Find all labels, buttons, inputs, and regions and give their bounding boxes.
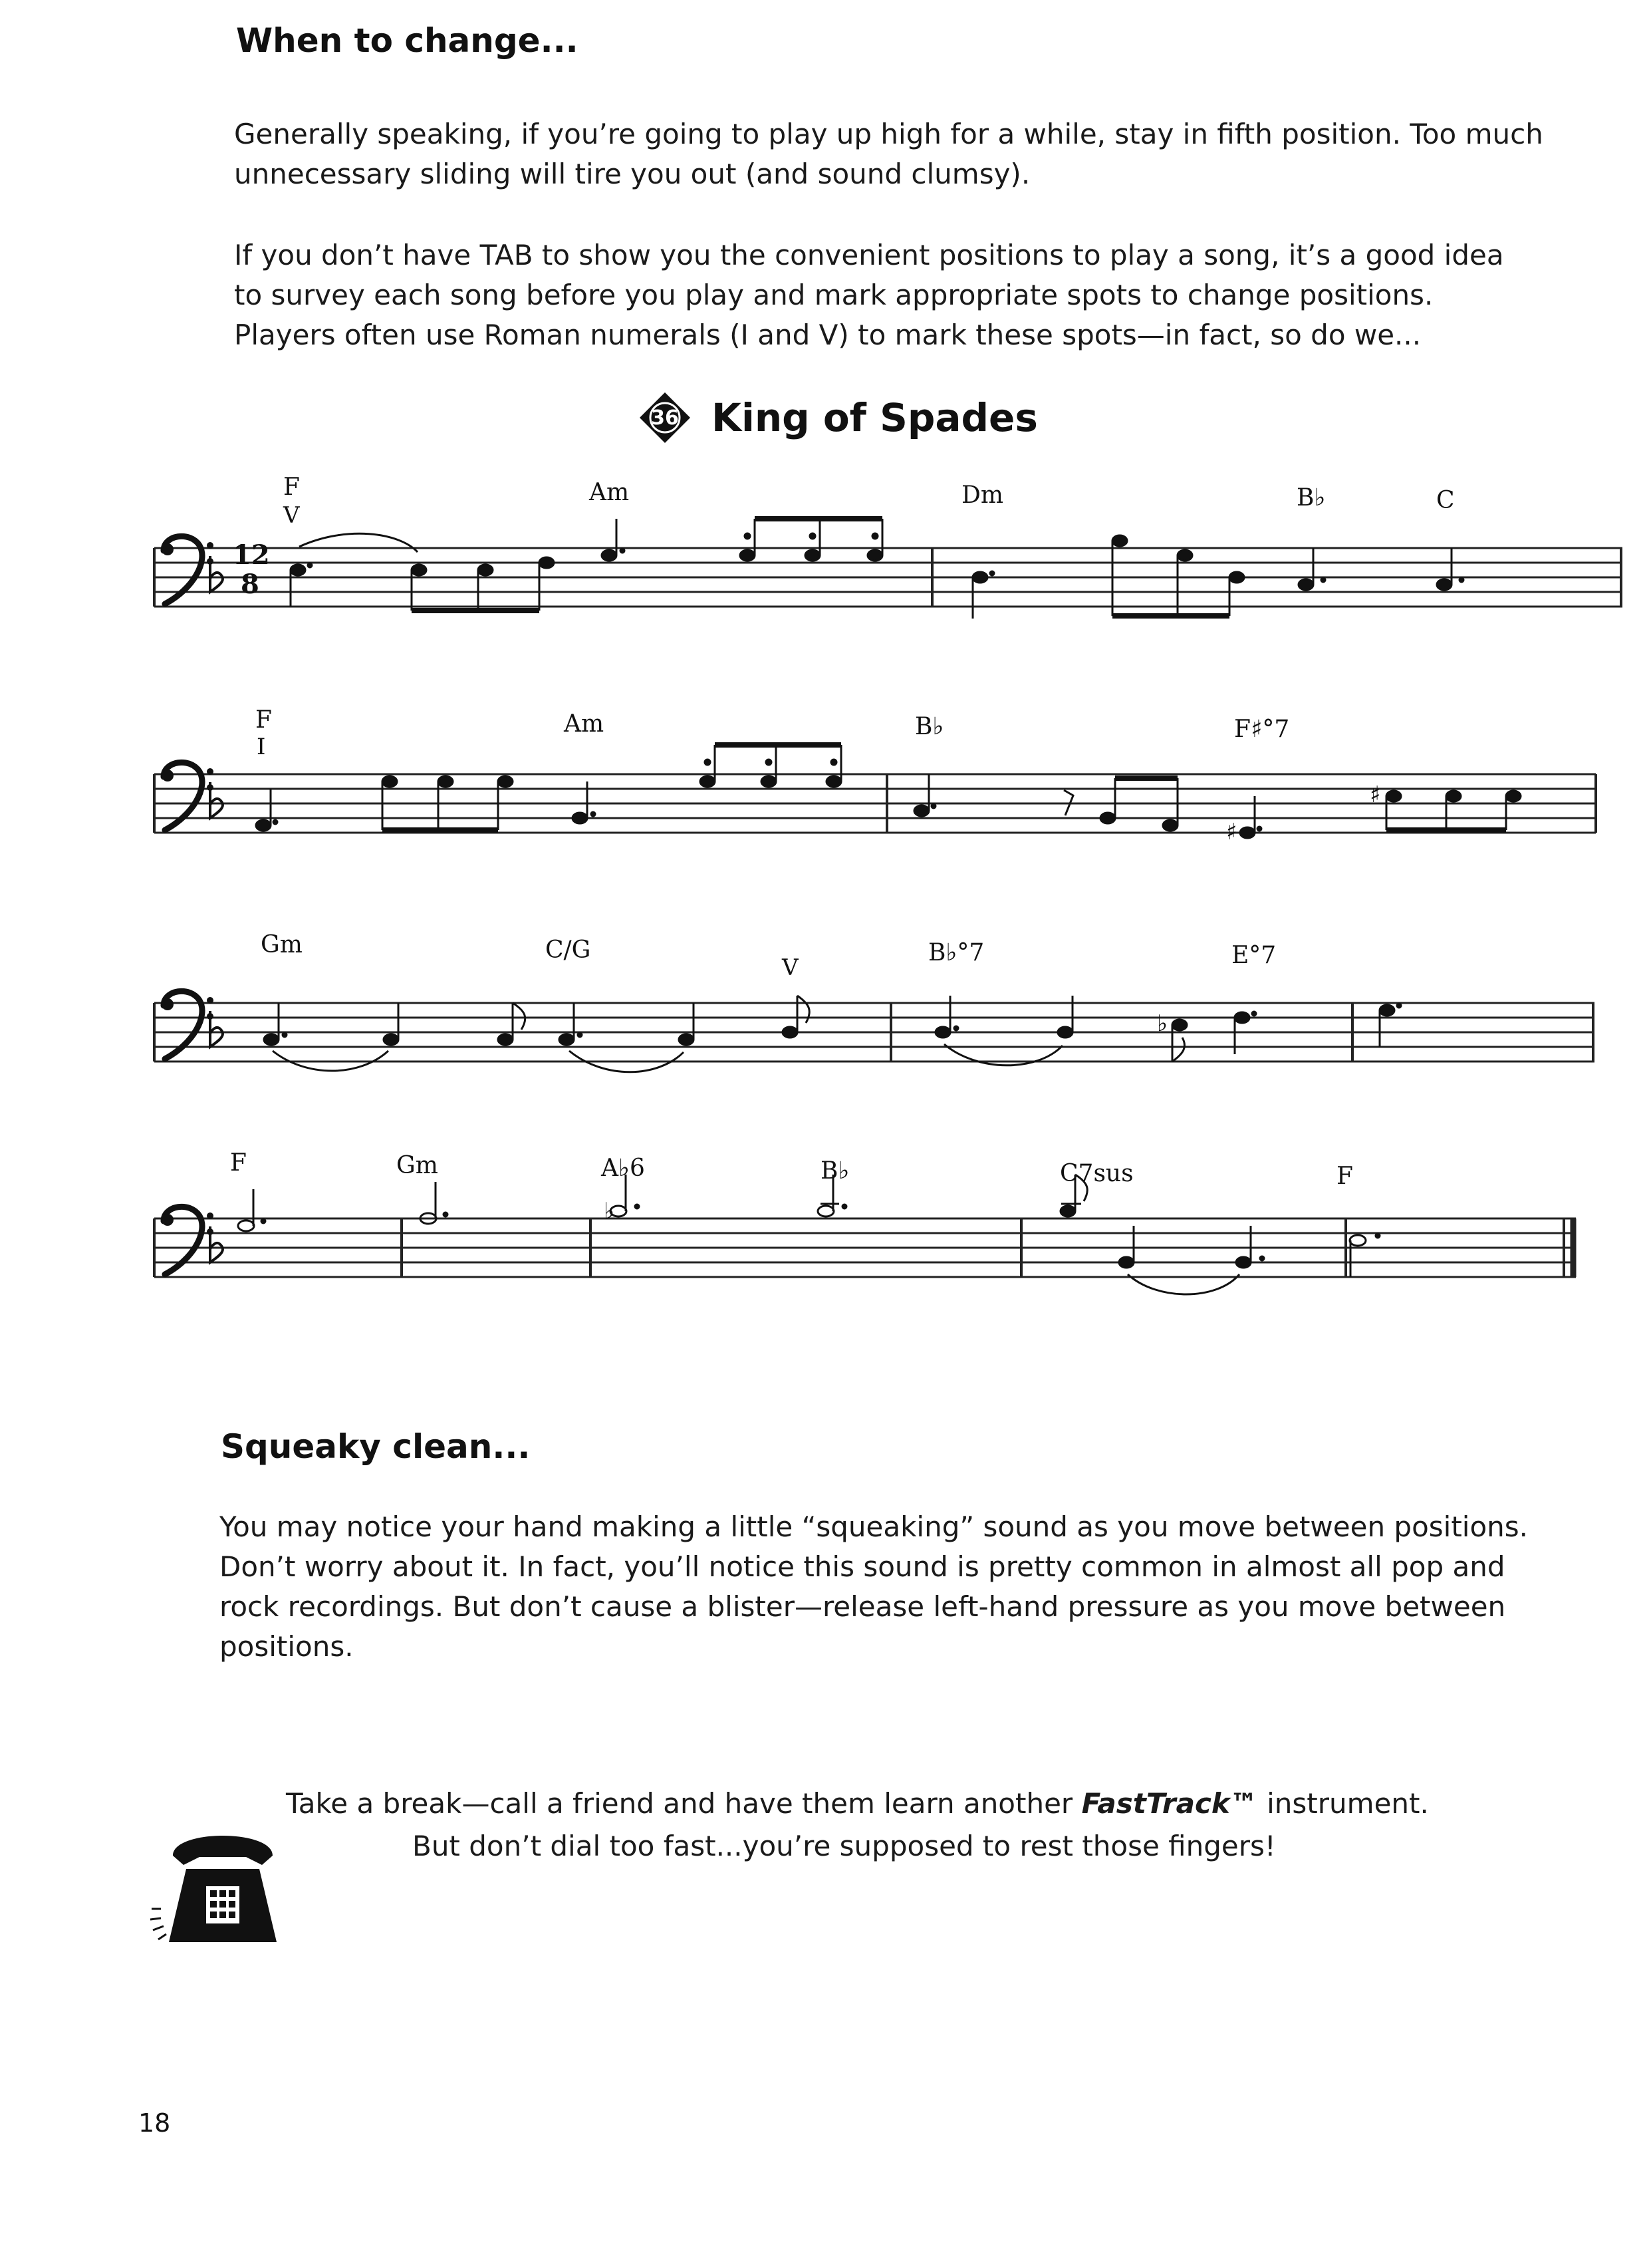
chord-symbol: B♭	[915, 713, 944, 740]
chord-symbol: Am	[564, 710, 604, 738]
telephone-icon	[146, 1809, 299, 1955]
chord-symbol: F♯°7	[1234, 716, 1290, 743]
heading-squeaky-clean: Squeaky clean...	[221, 1427, 531, 1466]
time-signature-bottom: 8	[241, 569, 259, 600]
chord-symbol: Gm	[261, 931, 303, 958]
bass-clef-icon	[162, 536, 213, 604]
heading-when-to-change: When to change...	[236, 21, 578, 60]
paragraph-line: rock recordings. But don’t cause a blister—release left-hand pressure as you move between	[219, 1590, 1506, 1623]
bass-clef-icon	[162, 1206, 213, 1274]
brand-name: FastTrack™	[1081, 1787, 1258, 1820]
chord-symbol: F	[283, 474, 300, 501]
chord-symbol: C7sus	[1060, 1160, 1134, 1187]
staff-lines	[154, 1003, 1594, 1062]
staff-system-3	[154, 931, 1594, 1072]
staff-system-4	[154, 1149, 1576, 1294]
chord-symbol: F	[230, 1149, 247, 1177]
position-mark: I	[257, 734, 266, 760]
staff-system-1	[154, 474, 1622, 619]
paragraph-line: unnecessary sliding will tire you out (and sound clumsy).	[234, 158, 1031, 190]
paragraph-line: Players often use Roman numerals (I and V) to mark these spots—in fact, so do we...	[234, 319, 1422, 351]
staff-lines	[154, 548, 1622, 607]
chord-symbol: B♭°7	[928, 939, 985, 966]
staff-lines	[154, 1218, 1576, 1277]
song-title: King of Spades	[711, 395, 1038, 440]
chord-symbol: A♭6	[601, 1155, 645, 1182]
paragraph-line: positions.	[219, 1630, 354, 1663]
position-mark: V	[782, 954, 799, 981]
track-number: 36	[651, 406, 679, 430]
chord-symbol: Am	[589, 479, 630, 506]
position-mark: V	[283, 502, 300, 529]
paragraph-line: If you don’t have TAB to show you the convenient positions to play a song, it’s a good idea	[234, 239, 1504, 271]
chord-symbol: B♭	[821, 1157, 850, 1185]
chord-symbol: C	[1436, 487, 1455, 514]
bass-clef-icon	[162, 991, 213, 1059]
chord-symbol: Dm	[961, 482, 1003, 509]
paragraph-line: to survey each song before you play and mark appropriate spots to change positions.	[234, 279, 1434, 311]
chord-symbol: E°7	[1231, 942, 1277, 969]
bass-clef-icon	[162, 762, 213, 830]
tip-text: Take a break—call a friend and have them learn another	[286, 1787, 1082, 1820]
paragraph-line: You may notice your hand making a little “squeaking” sound as you move between positions.	[219, 1510, 1529, 1543]
paragraph-squeaking	[219, 1507, 1528, 1667]
chord-symbol: F	[1336, 1163, 1353, 1190]
chord-symbol: Gm	[396, 1152, 438, 1179]
tip-line-1	[286, 1782, 1429, 1825]
sharp-accidental: ♯	[1226, 819, 1237, 845]
time-signature-top: 12	[233, 539, 270, 571]
chord-symbol: F	[255, 706, 272, 734]
page-number: 18	[138, 2108, 171, 2138]
chord-symbol: C/G	[545, 936, 591, 964]
flat-accidental: ♭	[604, 1198, 615, 1224]
paragraph-line: Don’t worry about it. In fact, you’ll notice this sound is pretty common in almost all pop and	[219, 1550, 1505, 1583]
tip-text: instrument.	[1257, 1787, 1429, 1820]
chord-symbol: B♭	[1297, 484, 1326, 511]
notes	[291, 519, 1463, 619]
flat-accidental: ♭	[1157, 1010, 1168, 1037]
paragraph-line: Generally speaking, if you’re going to play up high for a while, stay in fifth position. Too much	[234, 118, 1543, 150]
tip-line-2: But don’t dial too fast...you’re supposed to rest those fingers!	[412, 1830, 1276, 1862]
tip-callout	[286, 1782, 1429, 1868]
staff-system-2	[154, 706, 1596, 845]
sharp-accidental: ♯	[1370, 781, 1381, 808]
